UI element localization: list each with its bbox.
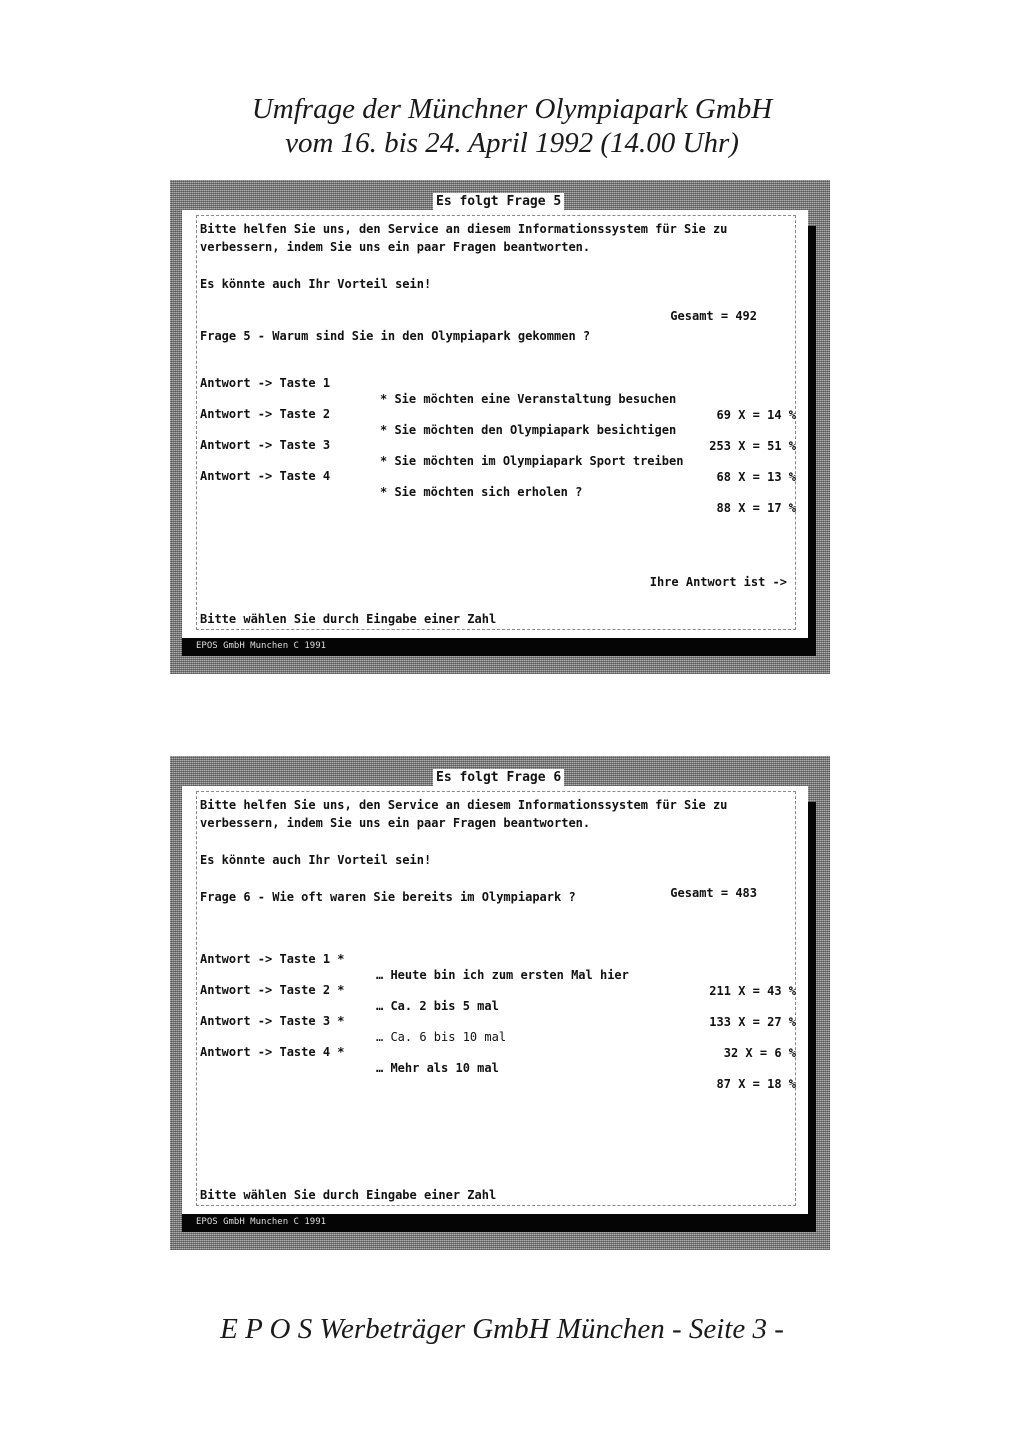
answer-result: 211 X = 43 %	[709, 984, 796, 998]
answer-text: * Sie möchten den Olympiapark besichtigen	[380, 423, 677, 437]
answer-text: … Ca. 2 bis 5 mal	[376, 999, 499, 1013]
content-box	[196, 791, 796, 1206]
answer-result: 88 X = 17 %	[716, 501, 796, 515]
answer-text: … Heute bin ich zum ersten Mal hier	[376, 968, 629, 982]
answer-result: 32 X = 6 %	[723, 1046, 796, 1060]
answer-result: 69 X = 14 %	[716, 408, 796, 422]
answer-key-label: Antwort -> Taste 3 *	[200, 1014, 345, 1028]
total-count: Gesamt = 492	[670, 309, 757, 323]
title-line-2: vom 16. bis 24. April 1992 (14.00 Uhr)	[285, 127, 739, 159]
answer-key-label: Antwort -> Taste 4 *	[200, 1045, 345, 1059]
answer-result: 87 X = 18 %	[716, 1077, 796, 1091]
answer-text: * Sie möchten im Olympiapark Sport treiben	[380, 454, 684, 468]
answer-text: … Ca. 6 bis 10 mal	[376, 1030, 507, 1044]
total-count: Gesamt = 483	[670, 886, 757, 900]
answer-result: 68 X = 13 %	[716, 470, 796, 484]
instruction-text: Bitte wählen Sie durch Eingabe einer Zahl	[200, 612, 497, 626]
copyright-label: EPOS GmbH Munchen C 1991	[182, 1216, 426, 1228]
survey-screen-frage-5	[170, 180, 830, 674]
answer-key-label: Antwort -> Taste 4	[200, 469, 331, 483]
question-text: Frage 6 - Wie oft waren Sie bereits im Olympiapark ?	[200, 890, 576, 904]
copyright-label: EPOS GmbH Munchen C 1991	[182, 640, 426, 652]
intro-line-2: verbessern, indem Sie uns ein paar Fragen beantworten.	[200, 816, 591, 830]
intro-line-2: verbessern, indem Sie uns ein paar Fragen beantworten.	[200, 240, 591, 254]
answer-prompt[interactable]: Ihre Antwort ist ->	[649, 575, 787, 589]
answer-key-label: Antwort -> Taste 2 *	[200, 983, 345, 997]
answer-key-label: Antwort -> Taste 1	[200, 376, 331, 390]
screen-panel	[182, 786, 808, 1214]
frame-title: Es folgt Frage 5	[433, 193, 564, 210]
answer-key-label: Antwort -> Taste 1 *	[200, 952, 345, 966]
answer-result: 133 X = 27 %	[709, 1015, 796, 1029]
intro-line-1: Bitte helfen Sie uns, den Service an diesem Informationssystem für Sie zu	[200, 222, 728, 236]
content-box	[196, 215, 796, 630]
title-line-1: Umfrage der Münchner Olympiapark GmbH	[251, 93, 773, 125]
instruction-text: Bitte wählen Sie durch Eingabe einer Zahl	[200, 1188, 497, 1202]
frame-title: Es folgt Frage 6	[433, 769, 564, 786]
screen-panel	[182, 210, 808, 638]
document-title	[0, 92, 1024, 160]
advantage-text: Es könnte auch Ihr Vorteil sein!	[200, 277, 432, 291]
answer-key-label: Antwort -> Taste 2	[200, 407, 331, 421]
survey-screen-frage-6	[170, 756, 830, 1250]
answer-text: * Sie möchten sich erholen ?	[380, 485, 583, 499]
question-text: Frage 5 - Warum sind Sie in den Olympiapark gekommen ?	[200, 329, 591, 343]
intro-line-1: Bitte helfen Sie uns, den Service an diesem Informationssystem für Sie zu	[200, 798, 728, 812]
answer-text: * Sie möchten eine Veranstaltung besuchen	[380, 392, 677, 406]
answer-key-label: Antwort -> Taste 3	[200, 438, 331, 452]
answer-text: … Mehr als 10 mal	[376, 1061, 499, 1075]
page-footer: E P O S Werbeträger GmbH München - Seite 3 -	[220, 1313, 784, 1345]
advantage-text: Es könnte auch Ihr Vorteil sein!	[200, 853, 432, 867]
answer-result: 253 X = 51 %	[709, 439, 796, 453]
